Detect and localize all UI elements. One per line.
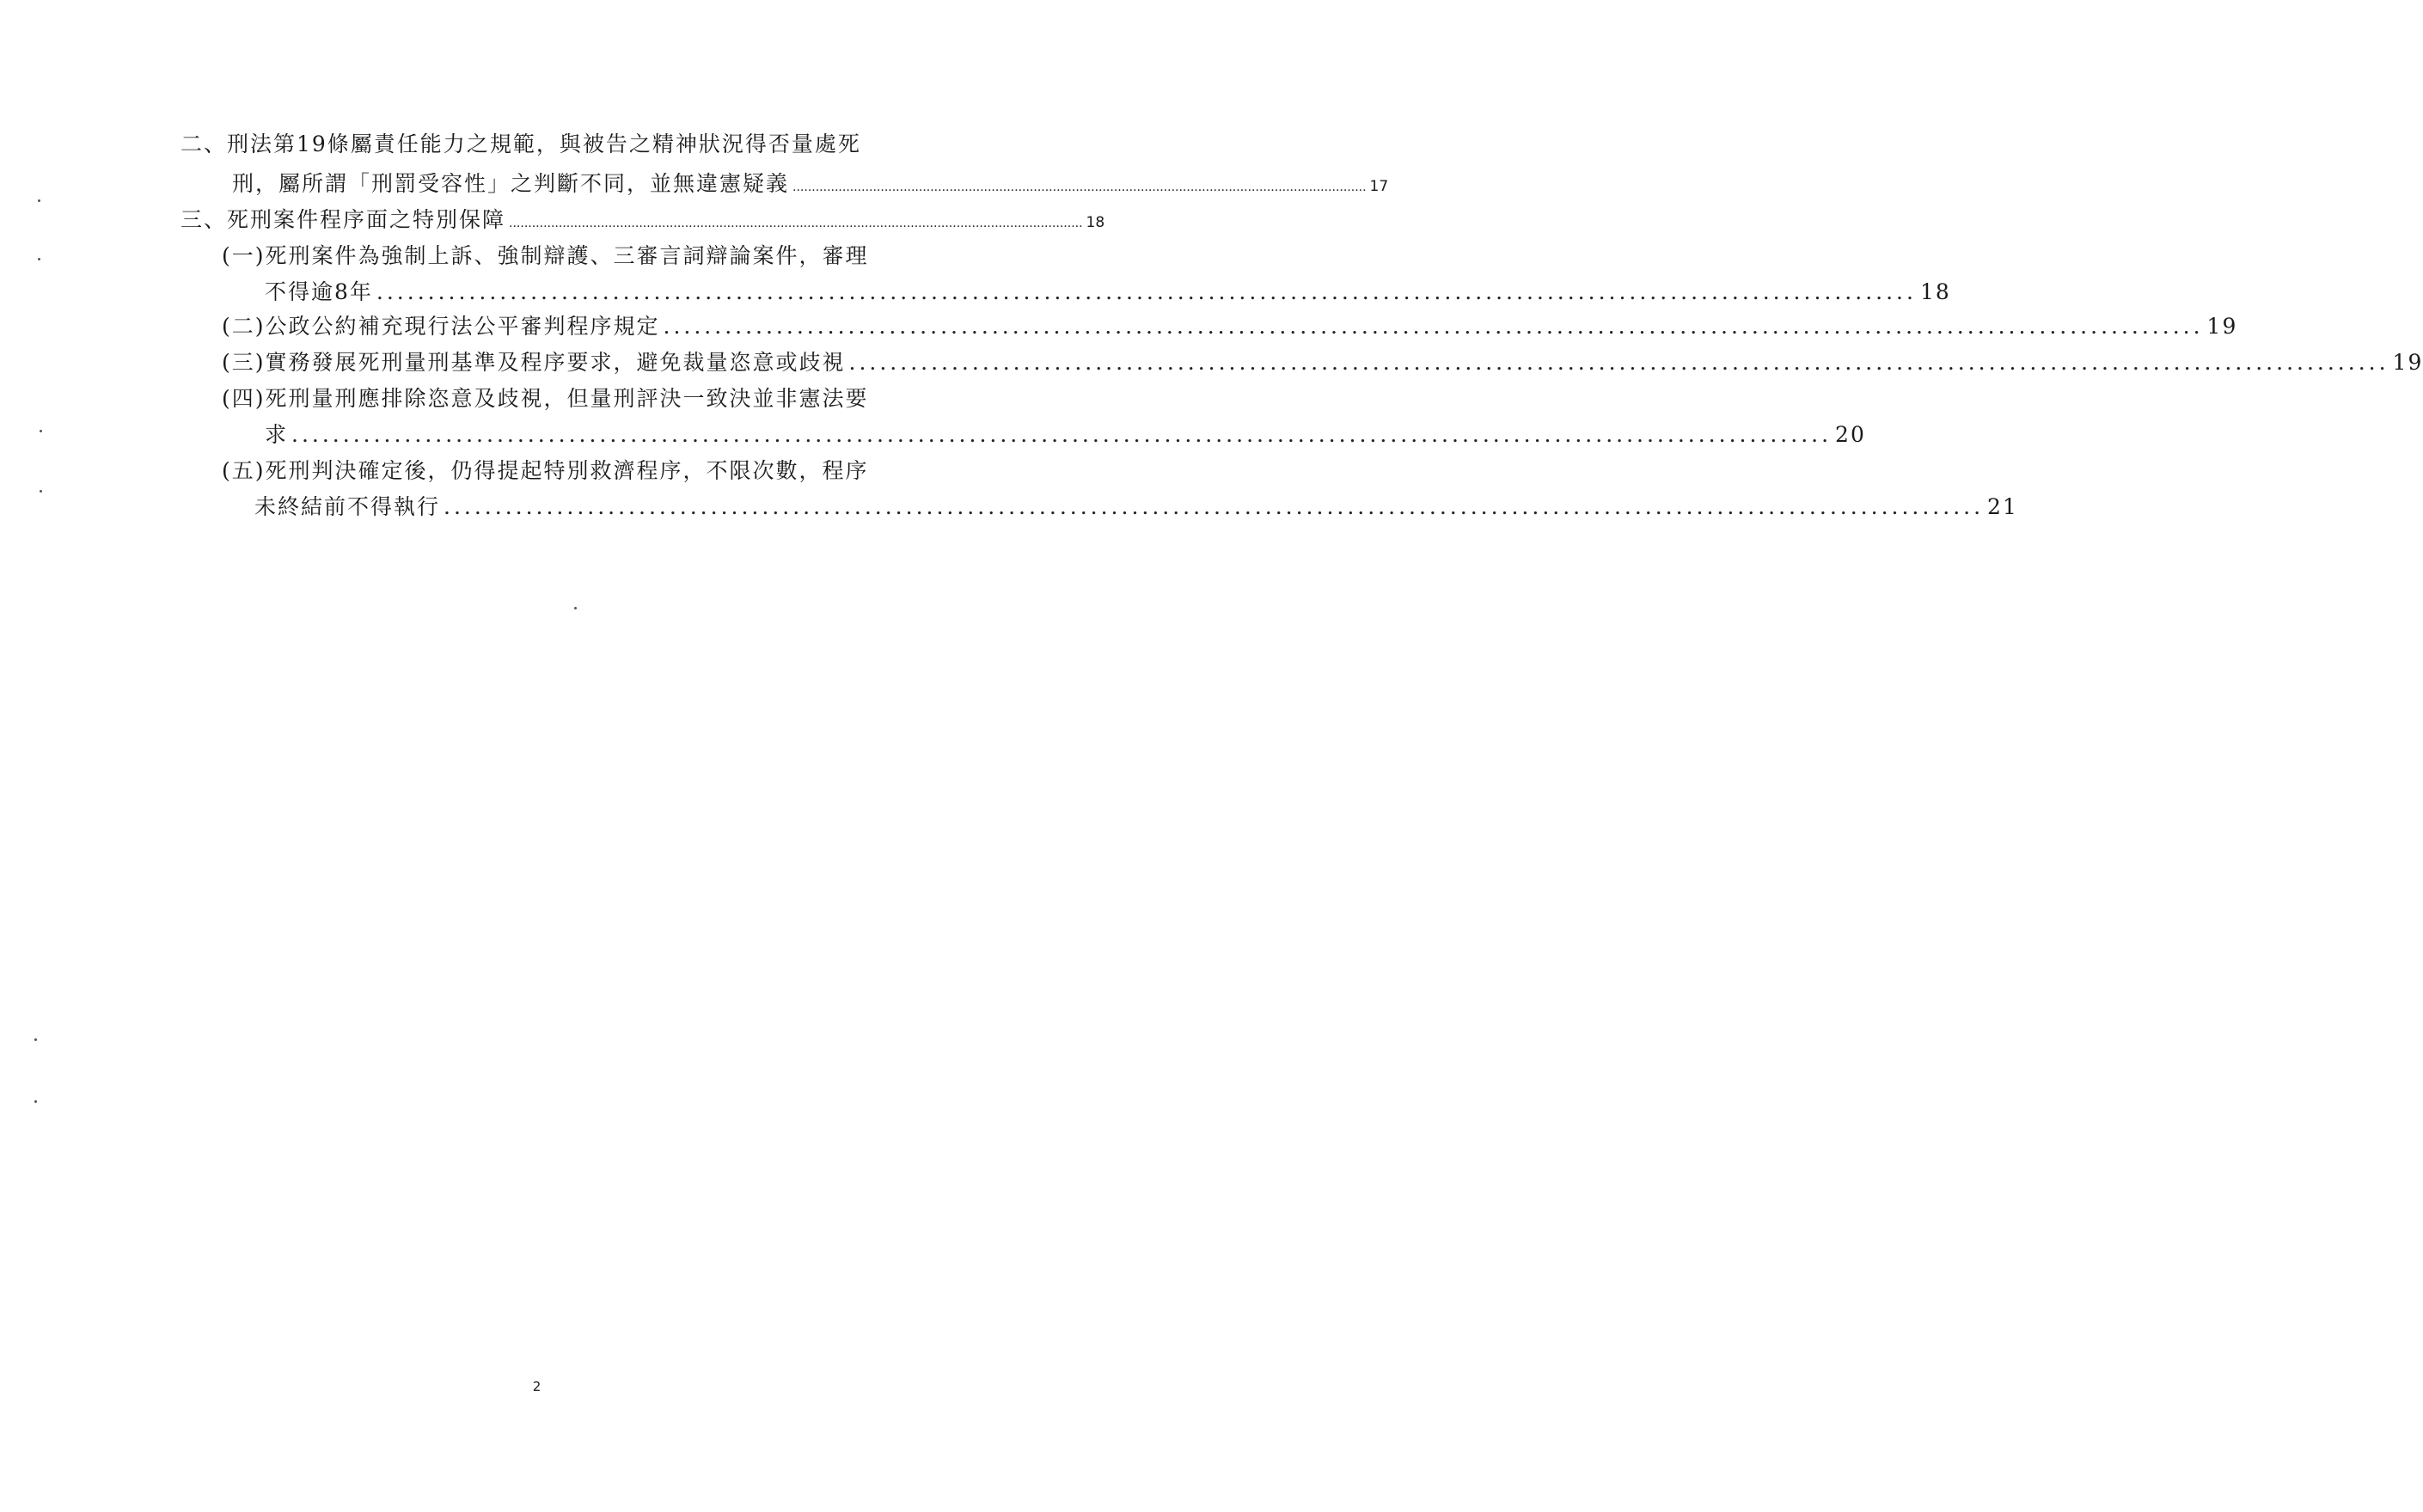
toc-entry: [222, 309, 2238, 340]
toc-entry-continuation: [232, 167, 1389, 198]
dot-leader: ......................................................................................................................................................: [509, 217, 1083, 230]
toc-entry: [222, 239, 869, 270]
toc-entry-text: (二)公政公約補充現行法公平審判程序規定: [222, 314, 660, 339]
toc-entry-text: (三)實務發展死刑量刑基準及程序要求，避免裁量恣意或歧視: [222, 350, 846, 375]
page-number: 2: [532, 1379, 542, 1394]
dot-leader: ......................................................................................................................................................: [792, 181, 1367, 194]
toc-page-number: 18: [1086, 214, 1105, 231]
toc-entry-text: (五)死刑判決確定後，仍得提起特別救濟程序，不限次數，程序: [222, 458, 869, 483]
scan-speck: [40, 430, 42, 432]
toc-entry: [222, 454, 869, 485]
toc-entry: [181, 127, 861, 158]
scan-speck: [40, 490, 42, 493]
toc-entry-text: (一)死刑案件為強制上訴、強制辯護、三審言詞辯論案件，審理: [222, 243, 869, 268]
toc-entry-continuation: [265, 275, 1951, 306]
scan-speck: [38, 199, 40, 202]
dot-leader: ......................................................................................................................................................: [848, 350, 2389, 375]
toc-page-number: 19: [2206, 314, 2238, 339]
toc-page-number: 21: [1987, 494, 2018, 519]
toc-page-number: 18: [1919, 279, 1951, 304]
toc-entry-text: 不得逾8年: [265, 279, 373, 304]
toc-entry-text: 三、死刑案件程序面之特別保障: [181, 207, 506, 232]
toc-page-number: 20: [1835, 422, 1866, 447]
toc-entry: [222, 382, 869, 413]
dot-leader: ......................................................................................................................................................: [291, 422, 1833, 447]
toc-entry-text: 未終結前不得執行: [254, 494, 441, 519]
scan-speck: [34, 1038, 37, 1041]
toc-page-number: 19: [2392, 350, 2423, 375]
scan-speck: [34, 1100, 37, 1103]
dot-leader: ......................................................................................................................................................: [663, 314, 2204, 339]
toc-entry-text: 刑，屬所謂「刑罰受容性」之判斷不同，並無違憲疑義: [232, 171, 790, 196]
toc-entry: [181, 203, 1105, 234]
scan-speck: [574, 607, 577, 609]
toc-entry-continuation: [265, 418, 1866, 449]
toc-entry-text: 二、刑法第19條屬責任能力之規範，與被告之精神狀況得否量處死: [181, 132, 861, 156]
dot-leader: ......................................................................................................................................................: [444, 494, 1985, 519]
toc-entry: [222, 346, 2423, 376]
toc-entry-text: (四)死刑量刑應排除恣意及歧視，但量刑評決一致決並非憲法要: [222, 386, 869, 411]
toc-page-number: 17: [1369, 178, 1389, 195]
scan-speck: [38, 258, 40, 260]
toc-entry-text: 求: [265, 422, 289, 447]
toc-entry-continuation: [254, 490, 2018, 521]
dot-leader: ......................................................................................................................................................: [376, 279, 1917, 304]
